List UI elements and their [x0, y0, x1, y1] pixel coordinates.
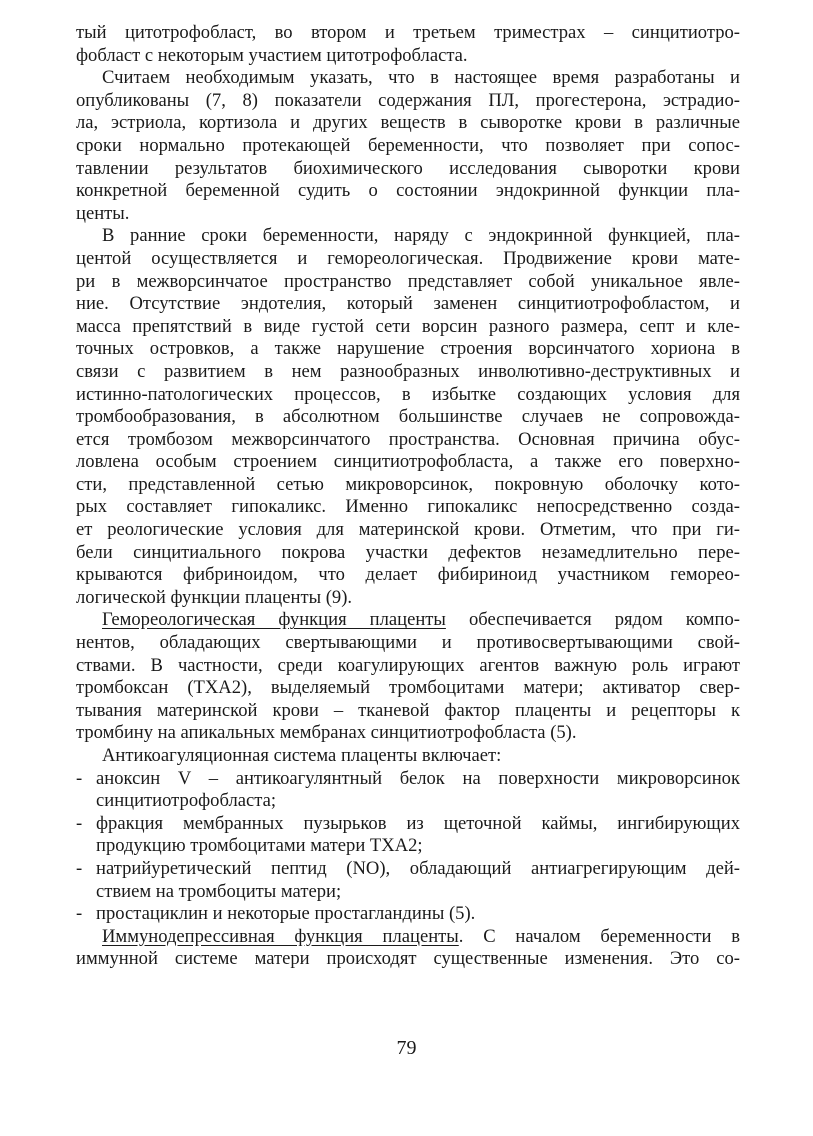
text-line: логической функции плаценты (9). — [76, 586, 353, 608]
dash-marker: - — [76, 903, 83, 925]
text-line: нентов, обладающих свертывающими и противосвертывающими свой- — [76, 632, 740, 654]
text-line: ри в межворсинчатое пространство представляет собой уникальное явле- — [76, 270, 740, 292]
list-item — [76, 813, 740, 858]
section-heading-hemorheology: Гемореологическая функция плаценты — [102, 609, 446, 631]
text-line: связи с развитием в нем разнообразных инволютивно-деструктивных и — [76, 360, 740, 382]
text-line: фобласт с некоторым участием цитотрофобласта. — [76, 44, 468, 66]
text-fragment: обеспечивается рядом компо- — [445, 609, 740, 631]
text-line: тромбину на апикальных мембранах синцитиотрофобласта (5). — [76, 722, 577, 744]
text-line: центой осуществляется и гемореологическая. Продвижение крови мате- — [76, 247, 740, 269]
document-page — [76, 22, 740, 971]
text-line: натрийуретический пептид (NO), обладающий антиагрегирующим дей- — [96, 857, 740, 879]
text-line: сроки нормально протекающей беременности, что позволяет при сопос- — [76, 134, 740, 156]
text-line: ствием на тромбоциты матери; — [96, 880, 342, 902]
paragraph-hemorheology-intro — [76, 225, 740, 609]
text-line: тавлении результатов биохимического исследования сыворотки крови — [76, 157, 740, 179]
text-line: точных островков, а также нарушение строения ворсинчатого хориона в — [76, 338, 740, 360]
list-item — [76, 858, 740, 903]
paragraph-continuation — [76, 22, 740, 67]
text-line: ет реологические условия для материнской крови. Отметим, что при ги- — [76, 519, 740, 541]
text-line: ется тромбозом межворсинчатого пространства. Основная причина обус- — [76, 428, 740, 450]
text-line: синцитиотрофобласта; — [96, 790, 277, 812]
text-line — [76, 926, 740, 949]
text-line: центы. — [76, 202, 130, 224]
text-line — [76, 609, 740, 632]
text-line: крываются фибриноидом, что делает фибириноид участником гемореo- — [76, 564, 740, 586]
text-line: масса препятствий в виде густой сети ворсин разного размера, септ и кле- — [76, 315, 740, 337]
dash-marker: - — [76, 767, 83, 789]
text-line: рых составляет гипокаликс. Именно гипокаликс непосредственно созда- — [76, 496, 740, 518]
text-line: продукцию тромбоцитами матери ТХА2; — [96, 835, 423, 857]
text-line: ствами. В частности, среди коагулирующих агентов важную роль играют — [76, 654, 740, 676]
text-line: Считаем необходимым указать, что в настоящее время разработаны и — [102, 67, 740, 89]
text-line: ловлена особым строением синцитиотрофобласта, а также его поверхно- — [76, 451, 740, 473]
text-line: фракция мембранных пузырьков из щеточной каймы, ингибирующих — [96, 812, 740, 834]
text-line: тромбоксан (ТХА2), выделяемый тромбоцитами матери; активатор свер- — [76, 677, 740, 699]
text-line: ла, эстриола, кортизола и других веществ в сыворотке крови в различные — [76, 112, 740, 134]
text-line: конкретной беременной судить о состоянии эндокринной функции пла- — [76, 180, 740, 202]
text-line: тывания материнской крови – тканевой фактор плаценты и рецепторы к — [76, 699, 740, 721]
text-fragment: . С началом беременности в — [458, 925, 740, 947]
list-item — [76, 768, 740, 813]
text-line: сти, представленной сетью микроворсинок, покровную оболочку кото- — [76, 473, 740, 495]
text-line: истинно-патологических процессов, в избытке создающих условия для — [76, 383, 740, 405]
list-item — [76, 903, 740, 926]
page-number: 79 — [396, 1037, 417, 1059]
paragraph-hormone-indicators — [76, 67, 740, 225]
text-line: опубликованы (7, 8) показатели содержания ПЛ, прогестерона, эстрадио- — [76, 89, 740, 111]
paragraph-hemorheology-function — [76, 609, 740, 745]
text-line: простациклин и некоторые простагландины (5). — [96, 903, 476, 925]
text-line: тромбообразования, в абсолютном большинстве случаев не сопровожда- — [76, 406, 740, 428]
text-line: тый цитотрофобласт, во втором и третьем триместрах – синцитиотро- — [76, 22, 740, 43]
text-line: В ранние сроки беременности, наряду с эндокринной функцией, пла- — [102, 225, 740, 247]
dash-marker: - — [76, 857, 83, 879]
paragraph-immunosuppressive — [76, 926, 740, 971]
text-line: ние. Отсутствие эндотелия, который заменен синцитиотрофобластом, и — [76, 293, 740, 315]
text-line: бели синцитиального покрова участки дефектов незамедлительно пере- — [76, 541, 740, 563]
text-line: аноксин V – антикоагулянтный белок на поверхности микроворсинок — [96, 767, 740, 789]
text-line: Антикоагуляционная система плаценты включает: — [102, 745, 502, 766]
text-line: иммунной системе матери происходят существенные изменения. Это со- — [76, 948, 740, 970]
section-heading-immunosuppressive: Иммунодепрессивная функция плаценты — [102, 925, 459, 947]
dash-marker: - — [76, 812, 83, 834]
paragraph-anticoagulation — [76, 745, 740, 768]
bullet-list — [76, 768, 740, 926]
